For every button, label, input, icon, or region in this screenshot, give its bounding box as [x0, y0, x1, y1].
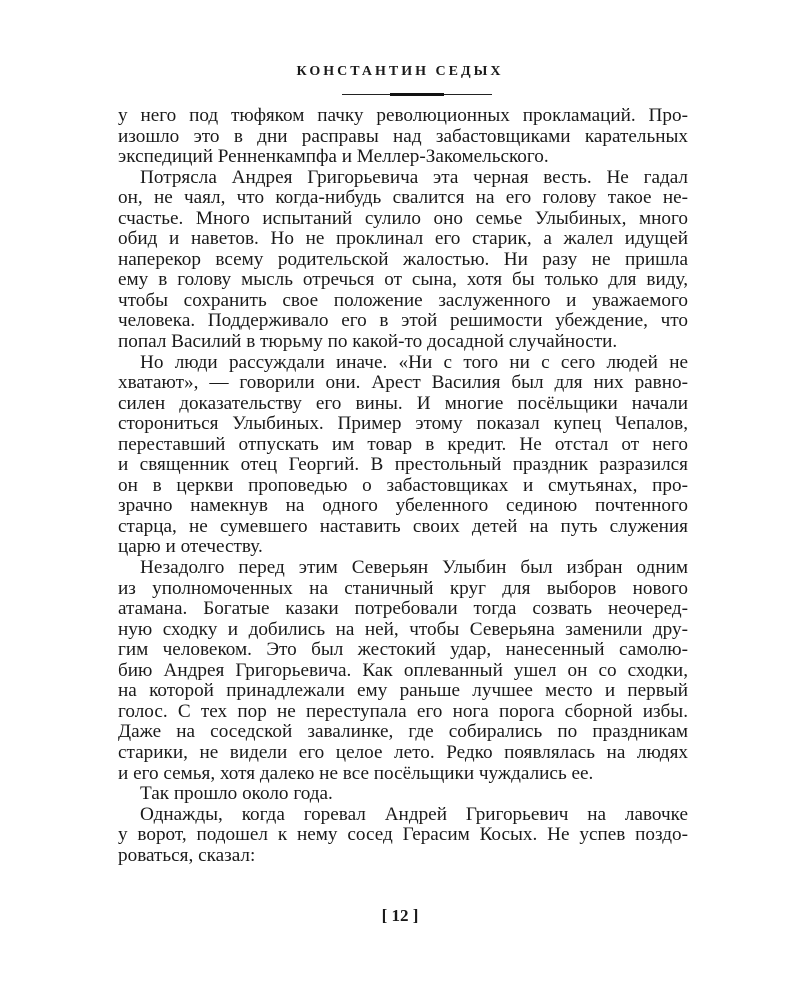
text-line: атамана. Богатые казаки потребовали тогда созвать неочеред- [118, 598, 688, 620]
text-line: он, не чаял, что когда-нибудь свалится на его голову такое не- [118, 187, 688, 209]
text-line: он в церкви проповедью о забастовщиках и смутьянах, про- [118, 474, 688, 496]
text-line: Потрясла Андрея Григорьевича эта черная весть. Не гадал [140, 166, 688, 188]
text-line: гим человеком. Это был жестокий удар, нанесенный самолю- [118, 639, 688, 661]
text-line: и его семья, хотя далеко не все посёльщики чуждались ее. [118, 762, 594, 784]
text-line: и священник отец Георгий. В престольный праздник разразился [118, 454, 688, 476]
text-line: силен доказательству его вины. И многие посёльщики начали [118, 392, 688, 414]
text-line: зрачно намекнув на одного убеленного сединою почтенного [118, 495, 688, 517]
text-line: Даже на соседской завалинке, где собирались по праздникам [118, 721, 688, 743]
page-number: [ 12 ] [381, 906, 419, 925]
text-line: голос. С тех пор не переступала его нога порога сборной избы. [118, 700, 688, 722]
text-line: царю и отечеству. [118, 536, 263, 558]
text-line: хватают», — говорили они. Арест Василия был для них равно- [118, 372, 688, 394]
text-line: старца, не сумевшего наставить своих детей на путь служения [118, 515, 688, 537]
text-line: Так прошло около года. [140, 783, 333, 805]
text-line: человека. Поддерживало его в этой решимости убеждение, что [118, 310, 688, 332]
text-line: у ворот, подошел к нему сосед Герасим Косых. Не успев поздо- [118, 824, 688, 846]
text-line: старики, не видели его целое лето. Редко появлялась на людях [118, 741, 688, 763]
text-line: наперекор всему родительской жалостью. Ни разу не пришла [118, 248, 688, 270]
running-header: КОНСТАНТИН СЕДЫХ [296, 64, 504, 79]
text-line: на которой принадлежали ему раньше лучшее место и первый [118, 680, 688, 702]
text-line: счастье. Много испытаний сулило оно семье Улыбиных, много [118, 207, 688, 229]
text-line: сторониться Улыбиных. Пример этому показал купец Чепалов, [118, 413, 688, 435]
text-line: обид и наветов. Но не проклинал его старик, а жалел идущей [118, 228, 688, 250]
text-line: попал Василий в тюрьму по какой-то досадной случайности. [118, 331, 618, 353]
text-line: у него под тюфяком пачку революционных прокламаций. Про- [118, 105, 688, 126]
text-line: роваться, сказал: [118, 844, 256, 866]
text-line: изошло это в дни расправы над забастовщиками карательных [118, 125, 688, 147]
text-line: из уполномоченных на станичный круг для выборов нового [118, 577, 688, 599]
text-line: ную сходку и добились на ней, чтобы Северьяна заменили дру- [118, 618, 688, 640]
text-line: ему в голову мысль отречься от сына, хотя бы только для виду, [118, 269, 688, 291]
text-line: Но люди рассуждали иначе. «Ни с того ни с сего людей не [140, 351, 688, 373]
text-line: бию Андрея Григорьевича. Как оплеванный ушел он со сходки, [118, 659, 688, 681]
text-line: Незадолго перед этим Северьян Улыбин был избран одним [140, 557, 688, 579]
text-line: Однажды, когда горевал Андрей Григорьевич на лавочке [140, 803, 688, 825]
text-line: экспедиций Ренненкампфа и Меллер-Закомельского. [118, 146, 549, 168]
header-rule-accent [390, 93, 444, 96]
text-line: чтобы сохранить свое положение заслуженного и уважаемого [118, 289, 688, 311]
body-text [118, 106, 688, 866]
text-line: переставший отпускать им товар в кредит. Не отстал от него [118, 433, 688, 455]
